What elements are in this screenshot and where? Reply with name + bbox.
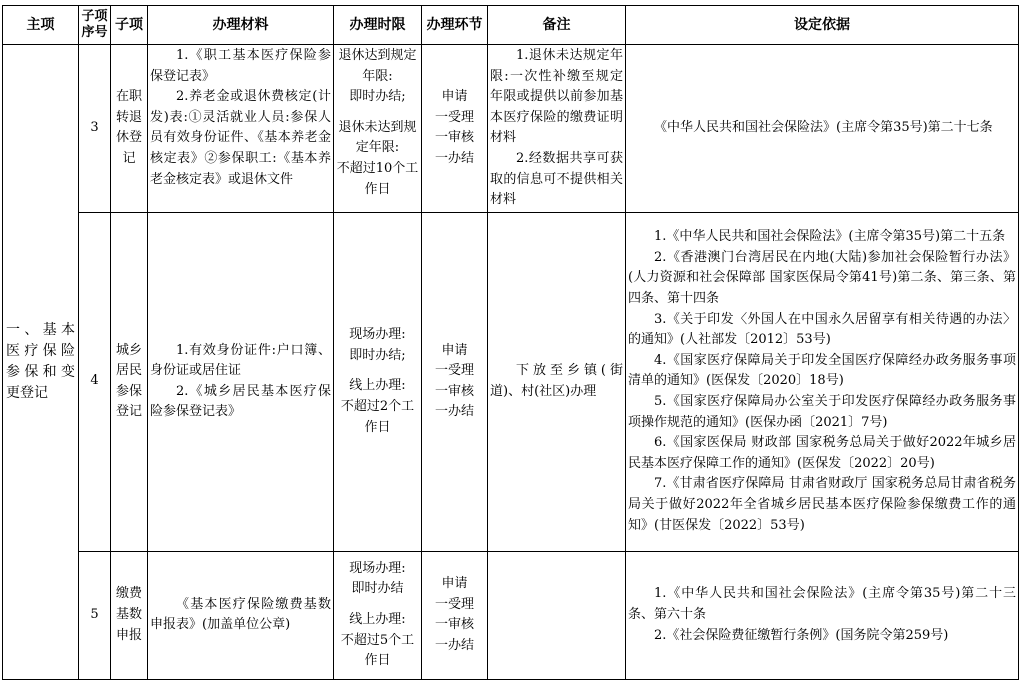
time-line: 不超过5个工作日 [340,632,415,669]
sub-item-cell: 缴费基数申报 [111,551,148,679]
table-row [3,45,1019,213]
header-remarks: 备注 [488,6,626,45]
basis-line: 《中华人民共和国社会保险法》(主席令第35号)第二十七条 [654,120,993,136]
basis-line: 7.《甘肃省医疗保障局 甘肃省财政厅 国家税务总局甘肃省税务局关于做好2022年全省城乡居民基本医疗保险参保缴费工作的通知》(甘医保发〔2022〕53号) [628,476,1016,533]
header-time-limit: 办理时限 [334,6,422,45]
remarks-cell [488,551,626,679]
material-line: 《基本医疗保险缴费基数申报表》(加盖单位公章) [150,596,331,633]
time-line: 退休达到规定年限: [338,48,417,84]
sub-no-cell: 3 [79,45,111,213]
material-line: 2.《城乡居民基本医疗保险参保登记表》 [150,383,331,420]
materials-cell [148,45,334,213]
time-line: 不超过2个工作日 [340,399,415,435]
time-limit-cell [334,212,422,551]
time-limit-cell [334,45,422,213]
material-line: 1.有效身份证件:户口簿、身份证或居住证 [150,342,331,379]
step-line: 一审核 [434,130,474,146]
header-row [3,6,1019,45]
sub-no-cell: 5 [79,551,111,679]
time-line: 即时办结; [349,89,406,105]
materials-cell [148,551,334,679]
time-line: 现场办理: [349,327,406,343]
header-steps: 办理环节 [422,6,488,45]
step-line: 申请 [441,576,468,592]
basis-line: 1.《中华人民共和国社会保险法》(主席令第35号)第二十五条 [654,229,1006,245]
steps-cell [422,551,488,679]
sub-item-cell: 城乡居民参保登记 [111,212,148,551]
remark-line: 下放至乡镇(街道)、村(社区)办理 [490,363,623,399]
step-line: 一受理 [434,596,474,612]
sub-no-cell: 4 [79,212,111,551]
basis-line: 6.《国家医保局 财政部 国家税务总局关于做好2022年城乡居民基本医疗保障工作的通知》(医保发〔2022〕20号) [628,435,1016,471]
material-line: 2.养老金或退休费核定(计发)表:①灵活就业人员:参保人员有效身份证件、《基本养老金核定表》②参保职工:《基本养老金核定表》或退休文件 [150,89,331,187]
basis-line: 2.《社会保险费征缴暂行条例》(国务院令第259号) [654,627,949,643]
basis-line: 1.《中华人民共和国社会保险法》(主席令第35号)第二十三条、第六十条 [628,586,1016,622]
basis-cell [626,45,1019,213]
step-line: 一受理 [434,109,474,125]
step-line: 一办结 [434,150,474,166]
material-line: 1.《职工基本医疗保险参保登记表》 [150,48,331,84]
table-row [3,551,1019,679]
header-basis: 设定依据 [626,6,1019,45]
time-line: 线上办理: [349,378,406,394]
remark-line: 2.经数据共享可获取的信息可不提供相关材料 [490,150,623,208]
time-line: 线上办理: [349,611,406,627]
materials-cell [148,212,334,551]
time-line: 不超过10个工作日 [336,160,419,197]
time-limit-cell [334,551,422,679]
basis-line: 4.《国家医疗保障局关于印发全国医疗保障经办政务服务事项清单的通知》(医保发〔2020〕18号) [628,352,1016,389]
sub-item-cell: 在职转退休登记 [111,45,148,213]
remark-line: 1.退休未达规定年限:一次性补缴至规定年限或提供以前参加基本医疗保险的缴费证明材料 [490,48,623,146]
time-line: 即时办结 [351,581,404,597]
step-line: 一受理 [434,363,474,379]
steps-cell [422,45,488,213]
step-line: 一办结 [434,404,474,420]
header-sub-no: 子项序号 [79,6,111,45]
header-main-item: 主项 [3,6,79,45]
main-item-cell: 一、基本医疗保险参保和变更登记 [3,45,79,680]
time-line: 现场办理: [349,560,406,576]
step-line: 一办结 [434,637,474,653]
header-sub-item: 子项 [111,6,148,45]
basis-cell [626,551,1019,679]
time-line: 即时办结; [349,347,406,363]
basis-line: 2.《香港澳门台湾居民在内地(大陆)参加社会保险暂行办法》(人力资源和社会保障部 国家医保局令第41号)第二条、第三条、第四条、第十四条 [628,249,1016,307]
step-line: 申请 [441,89,468,105]
remarks-cell [488,212,626,551]
remarks-cell [488,45,626,213]
table-row [3,212,1019,551]
basis-line: 3.《关于印发〈外国人在中国永久居留享有相关待遇的办法〉的通知》(人社部发〔2012〕53号) [628,311,1016,348]
basis-cell [626,212,1019,551]
step-line: 一审核 [434,383,474,399]
step-line: 申请 [441,342,468,358]
service-items-table [2,5,1019,680]
time-line: 退休未达到规定年限: [338,119,417,156]
basis-line: 5.《国家医疗保障局办公室关于印发医疗保障经办政务服务事项操作规范的通知》(医保办函〔2021〕7号) [628,394,1016,430]
header-materials: 办理材料 [148,6,334,45]
step-line: 一审核 [434,617,474,633]
steps-cell [422,212,488,551]
